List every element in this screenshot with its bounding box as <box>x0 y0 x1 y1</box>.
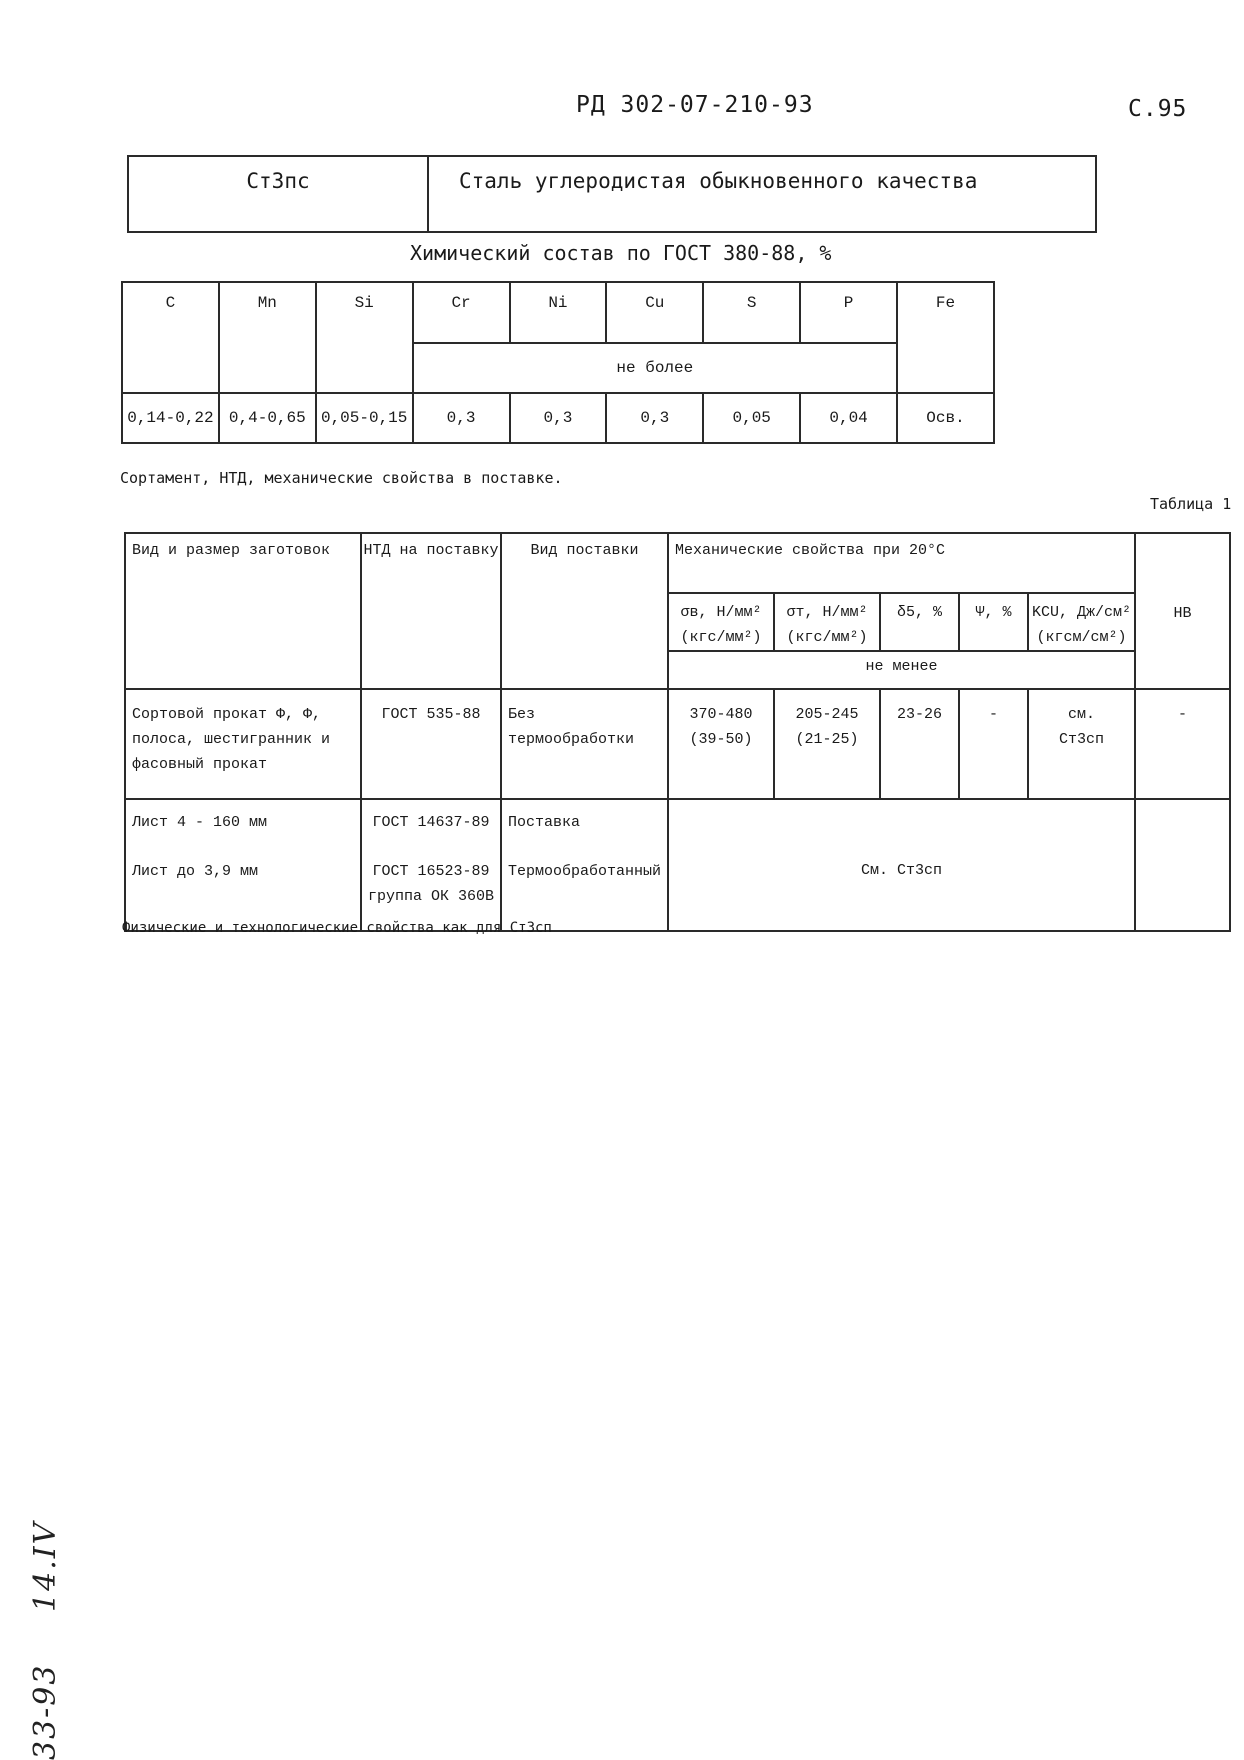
chem-value-cr: 0,3 <box>413 393 510 443</box>
chem-not-more: не более <box>413 343 897 393</box>
mech-header-ntd: НТД на поставку <box>361 533 501 689</box>
chem-header-c: C <box>122 282 219 393</box>
sigma-t-value: 205-245 <box>795 706 859 723</box>
kcu-value: см. <box>1067 706 1095 723</box>
margin-handwriting <box>28 1481 63 1760</box>
mech-header-mech: Механические свойства при 20°С <box>668 533 1135 593</box>
chem-header-mn: Mn <box>219 282 316 393</box>
chem-header-cr: Cr <box>413 282 510 343</box>
sigma-t-value-alt: (21-25) <box>795 731 859 748</box>
mech-header-kcu <box>1028 593 1135 651</box>
sigma-b-unit: (кгс/мм²) <box>680 629 762 646</box>
table-row <box>125 799 1230 931</box>
row-delta: 23-26 <box>880 689 959 799</box>
chem-value-si: 0,05-0,15 <box>316 393 413 443</box>
sheet-ntd-2b: группа ОК 360В <box>367 888 495 905</box>
mech-header-delta: δ5, % <box>880 593 959 651</box>
kcu-unit: (кгсм/см²) <box>1036 629 1127 646</box>
grade-box <box>127 155 1097 233</box>
mech-header-hb: НВ <box>1135 533 1230 689</box>
chem-header-si: Si <box>316 282 413 393</box>
chem-value-fe: Осв. <box>897 393 994 443</box>
kcu-ref: Ст3сп <box>1058 731 1104 748</box>
row-sigma-b <box>668 689 774 799</box>
sheet-hb <box>1135 799 1230 931</box>
row-delivery: Без термообработки <box>501 689 668 799</box>
chem-header-s: S <box>703 282 800 343</box>
sheet-delivery-2: Термообработанный <box>508 863 662 880</box>
row-hb: - <box>1135 689 1230 799</box>
sheet-kind-1: Лист 4 - 160 мм <box>132 814 268 831</box>
chemical-table <box>121 281 995 444</box>
chem-header-fe: Fe <box>897 282 994 393</box>
sigma-t-unit: (кгс/мм²) <box>786 629 868 646</box>
chemical-caption: Химический состав по ГОСТ 380-88, % <box>410 241 832 265</box>
chem-value-cu: 0,3 <box>606 393 703 443</box>
kcu-label: KCU, Дж/см² <box>1031 604 1132 621</box>
handwriting-1: 33-93 <box>28 1663 63 1760</box>
mech-header-sigma-b <box>668 593 774 651</box>
chem-value-mn: 0,4-0,65 <box>219 393 316 443</box>
chem-value-ni: 0,3 <box>510 393 607 443</box>
chem-header-p: P <box>800 282 897 343</box>
chem-header-ni: Ni <box>510 282 607 343</box>
chem-value-p: 0,04 <box>800 393 897 443</box>
sigma-b-label: σв, Н/мм² <box>680 604 762 621</box>
mech-header-not-less: не менее <box>668 651 1135 689</box>
row-kind: Сортовой прокат Ф, Ф, полоса, шестигранник и фасовный прокат <box>125 689 361 799</box>
sheet-ntd <box>361 799 501 931</box>
sheet-ntd-1: ГОСТ 14637-89 <box>372 814 490 831</box>
mech-header-kind-text: Вид и размер заготовок <box>132 542 331 559</box>
mechanical-table <box>124 532 1231 932</box>
sheet-delivery <box>501 799 668 931</box>
page-number: С.95 <box>1128 96 1188 122</box>
document-title: РД 302-07-210-93 <box>576 92 814 118</box>
row-sigma-t <box>774 689 880 799</box>
table-label: Таблица 1 <box>1150 495 1232 513</box>
mech-header-psi: Ψ, % <box>959 593 1028 651</box>
mech-header-sigma-t <box>774 593 880 651</box>
footer-note: Физические и технологические свойства как для Ст3сп <box>122 920 552 936</box>
assortment-caption: Сортамент, НТД, механические свойства в поставке. <box>120 469 563 487</box>
row-ntd: ГОСТ 535-88 <box>361 689 501 799</box>
chem-value-s: 0,05 <box>703 393 800 443</box>
grade-name: Ст3пс <box>128 156 428 232</box>
sigma-b-value-alt: (39-50) <box>689 731 753 748</box>
chem-header-cu: Cu <box>606 282 703 343</box>
sheet-delivery-1: Поставка <box>508 814 581 831</box>
sheet-ntd-2: ГОСТ 16523-89 <box>372 863 490 880</box>
grade-description: Сталь углеродистая обыкновенного качества <box>428 156 1096 232</box>
row-kcu <box>1028 689 1135 799</box>
chem-value-c: 0,14-0,22 <box>122 393 219 443</box>
sheet-kind <box>125 799 361 931</box>
sigma-t-label: σт, Н/мм² <box>786 604 868 621</box>
mech-header-delivery: Вид поставки <box>501 533 668 689</box>
table-row <box>125 689 1230 799</box>
sigma-b-value: 370-480 <box>689 706 753 723</box>
row-psi: - <box>959 689 1028 799</box>
mech-header-kind <box>125 533 361 689</box>
sheet-see-ref: См. Ст3сп <box>668 799 1135 931</box>
handwriting-2: 14.IV <box>28 1520 63 1612</box>
sheet-kind-2: Лист до 3,9 мм <box>132 863 259 880</box>
